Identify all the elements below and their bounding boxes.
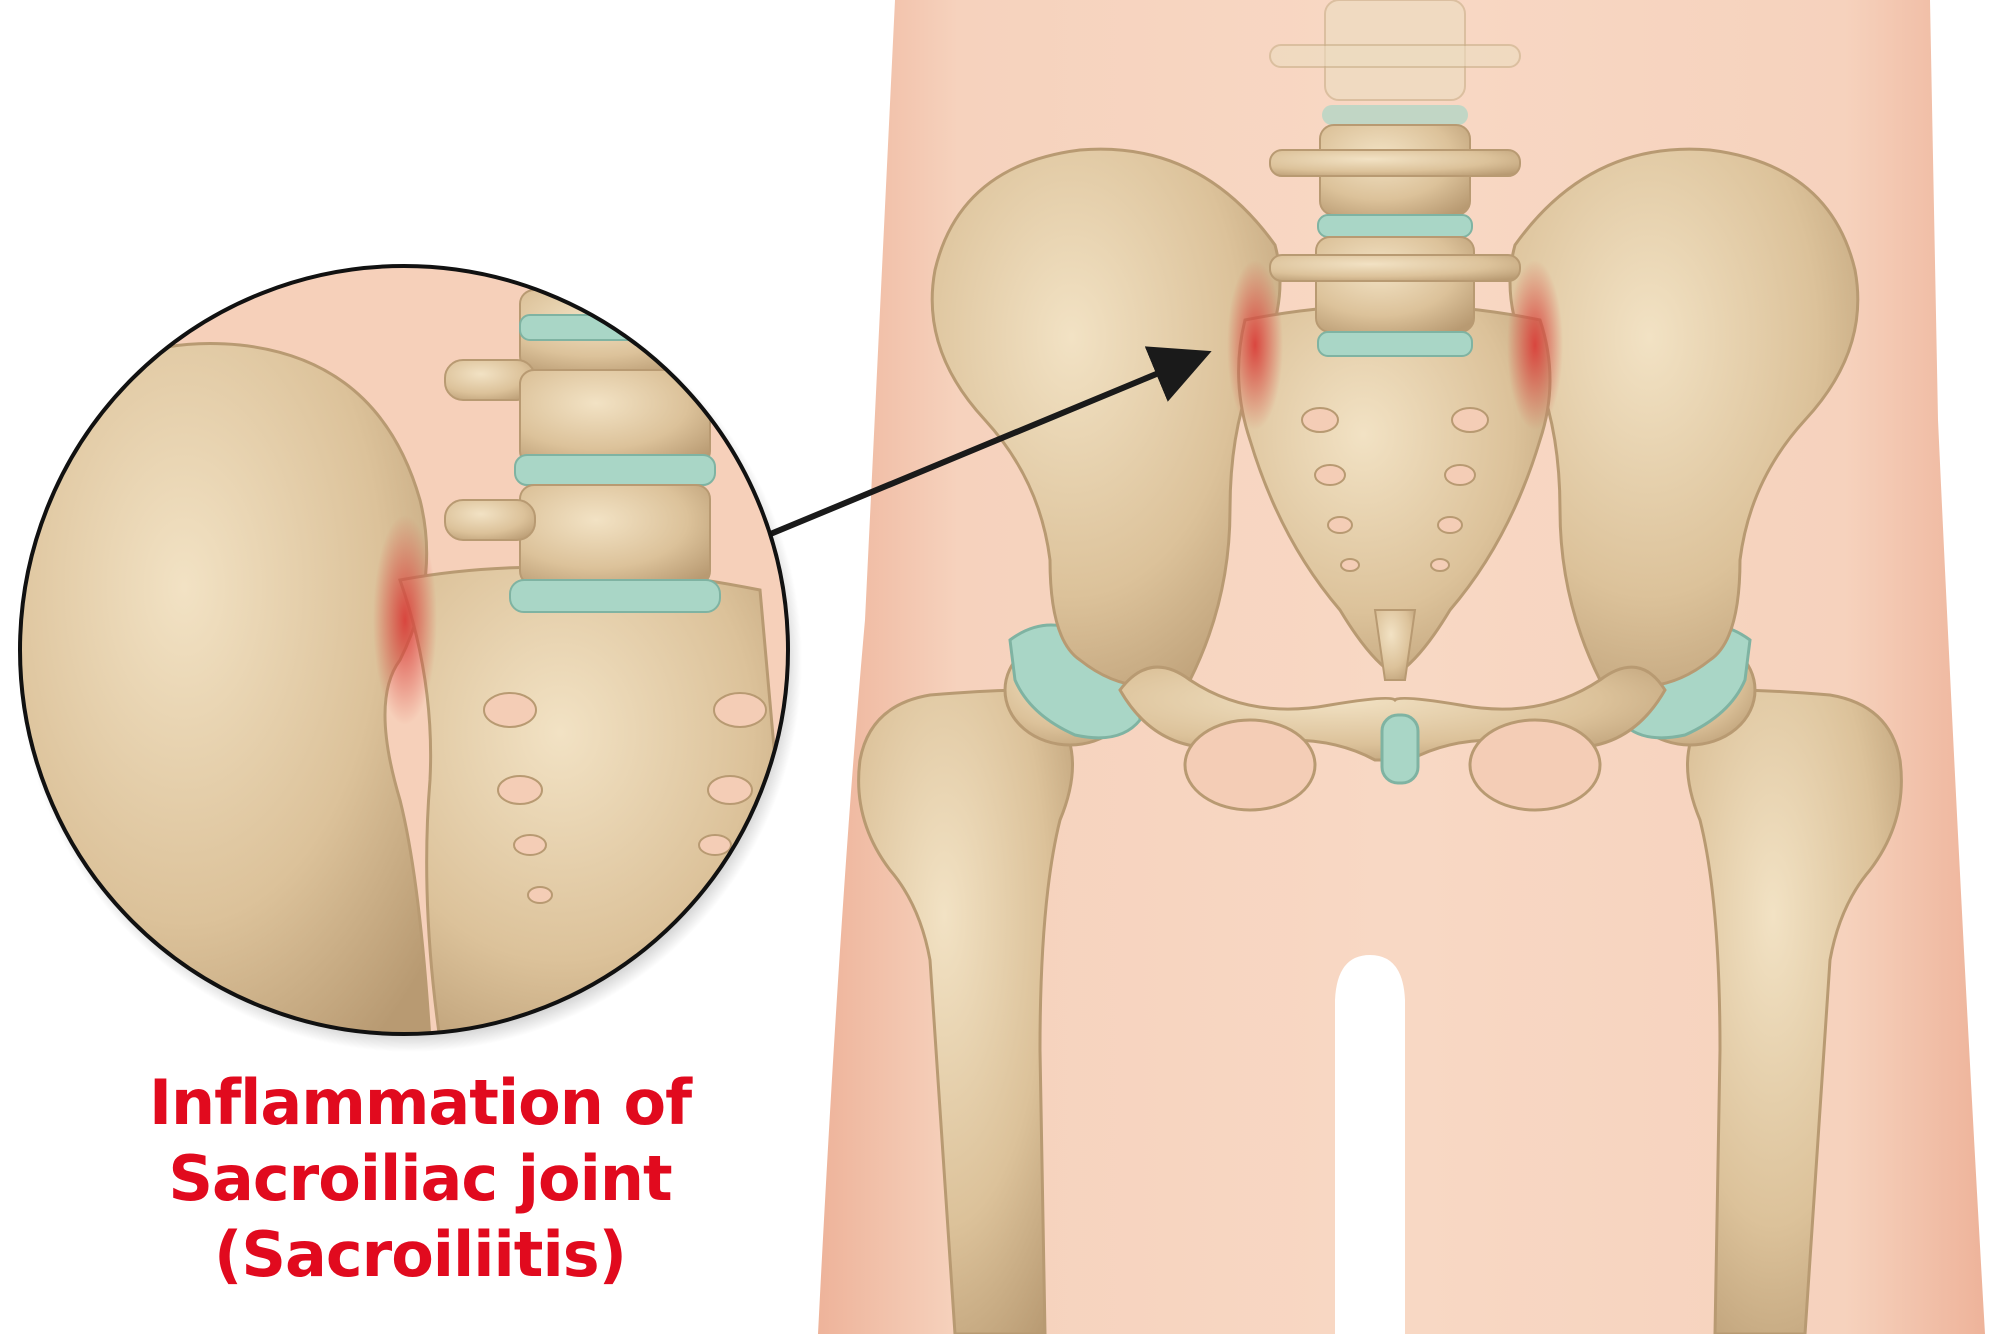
caption-line-2: Sacroiliac joint xyxy=(168,1142,672,1215)
zoom-circle xyxy=(0,250,802,1052)
zoom-si-inflammation xyxy=(373,515,437,725)
pubic-symphysis-cartilage xyxy=(1382,715,1418,783)
diagram-caption xyxy=(70,1065,770,1293)
caption-line-1: Inflammation of xyxy=(148,1066,692,1139)
right-si-inflammation xyxy=(1507,260,1563,430)
left-obturator-foramen xyxy=(1185,720,1315,810)
caption-line-3: (Sacroiliitis) xyxy=(214,1218,626,1291)
right-obturator-foramen xyxy=(1470,720,1600,810)
left-si-inflammation xyxy=(1227,260,1283,430)
